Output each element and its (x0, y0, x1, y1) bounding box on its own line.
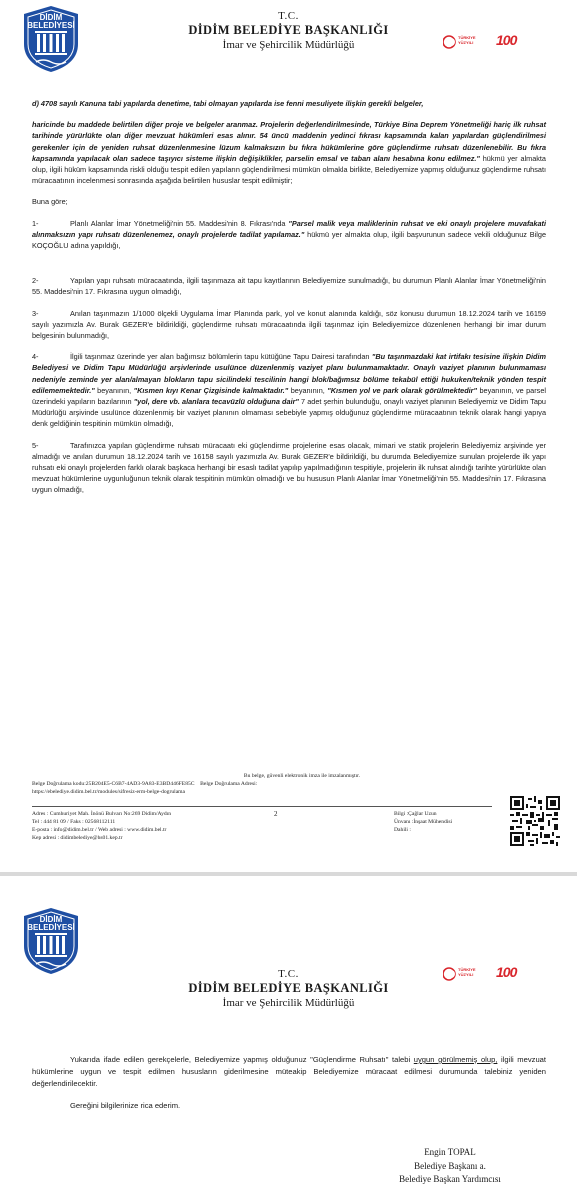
item-2 (32, 275, 546, 297)
centennial-logo-icon: 100 (496, 964, 517, 980)
footer-kep[interactable]: Kep adresi : didimbelediye@hs01.kep.tr (32, 835, 123, 841)
item-1-text-c: hükmü yer almakta olup, ilgili başvurunun sadece vekili olduğunuz Bilge KOÇOĞLU adına yapıldığı, (32, 229, 546, 251)
item-3-number: 3- (32, 308, 39, 318)
logo-text: DİDİM BELEDİYESİ (27, 13, 75, 30)
esign-note: Bu belge, güvenli elektronik imza ile imzalanmıştır. (243, 773, 361, 779)
verify-url[interactable]: https://ebelediye.didim.bel.tr/modules/sifresiz-erm-belge-dogrulama (32, 789, 186, 795)
letterhead-department: İmar ve Şehircilik Müdürlüğü (222, 997, 355, 1009)
item-4-quote-h: "yol, dere vb. alanlara tecavüzlü olduğuna dair" (133, 397, 299, 407)
findings-intro: hükmü yer almakta olup, ilgili hüküm kapsamında riskli olduğu tespit edilen yapıların güçlendirilmesi mümkün olmakla birlikte, Belediyemize yapmış olduğunuz güçlendirme ruhsatı müracaatının incelenmesi sonrasında aşağıda belirtilen hususlar tespit edilmiştir; (32, 153, 546, 186)
item-2-text: Yapılan yapı ruhsatı müracaatında, ilgili taşınmaza ait tapu kayıtlarının Belediyemize sunulmadığı, bu durumun Planlı Alanlar İmar Yönetmeliği'nin 55. Maddesi'nin 17. Fıkrasına uygun olmadığı, (32, 276, 546, 297)
info-person: Bilgi :Çağlar Uzun (394, 811, 437, 817)
d-item-text: d) 4708 sayılı Kanuna tabi yapılarda denetime, tabi olmayan yapılarda ise fenni mesuliyete ilişkin gerekli belgeler, (32, 99, 424, 108)
item-4-text-i: 7 adet şerhin bulunduğu, onaylı vaziyet planının Belediyemiz ve Didim Tapu Müdürlüğü arşivinde usulünce düzenlenmiş bir vaziyet planının olmaması sebebiyle yapmış olduğunuz güçlendirme müracaatının teknik olarak hangi yapıya denk geldiğinin tespitinin mümkün olmadığı, (32, 397, 546, 429)
item-4-number: 4- (32, 352, 39, 362)
conclusion-text-b: ilgili mevzuat hükümlerine uygun ve tespit edilmen hususların giderilmesine müteakip Belediyemize müracaat edilmesi durumunda talebiniz yeniden değerlendirilecektir. (32, 1055, 547, 1088)
item-1-quote: "Parsel malik veya maliklerinin ruhsat ve eki onaylı projelere muvafakati alınmaksızın yapı ruhsatı düzenlenemez, onaylı projelerde tadilat yapılamaz." (32, 218, 546, 239)
signer-title-2: Belediye Başkan Yardımcısı (399, 1174, 501, 1184)
letterhead-municipality: DİDİM BELEDİYE BAŞKANLIĞI (188, 981, 389, 995)
item-3-text: Anılan taşınmazın 1/1000 ölçekli Uygulama İmar Planında park, yol ve konut alanında kaldığı, söz konusu durumun 18.12.2024 tarih ve 16159 sayılı yazımızla Av. Burak GEZER'e bildirildiği, güçlendirme ruhsatı müracaatında ilgili taşınmaz için Belediyemizce düzenlenen herhangi bir imar durum belgesinin bulunmadığı, (32, 308, 546, 341)
footer-email[interactable]: E-posta : info@didim.bel.tr / Web adresi : www.didim.bel.tr (32, 827, 167, 833)
footer-divider (32, 806, 492, 807)
item-4-text-e: beyanının, (288, 385, 328, 395)
footer-phone: Tel : 444 81 09 / Faks : 02568112111 (32, 819, 116, 825)
item-1-number: 1- (32, 218, 39, 228)
item-5-number: 5- (32, 440, 39, 450)
item-2-number: 2- (32, 276, 39, 286)
page2-body (32, 1054, 546, 1122)
page1-body (32, 98, 546, 506)
item-4-quote-f: "Kısmen yol ve park olarak görülmektedir" (327, 385, 477, 395)
item-1 (32, 218, 546, 252)
conclusion-paragraph (32, 1054, 546, 1090)
verify-address-label: Belge Doğrulama Adresi: (200, 781, 258, 787)
quoted-regulation: haricinde bu maddede belirtilen diğer proje ve belgeler aranmaz. Projelerin değerlendirilmesinde, Türkiye Bina Deprem Yönetmeliği hariç ilk ruhsat tarihinde yürürlükte olan diğer mevzuat hükümleri esas alınır. 54 üncü maddenin yedinci fıkrası kapsamında kalan yapılardan güçlendirilmesi gerekenler için de yeniden ruhsat düzenlenmesine lüzum kalmaksızın bu fıkra hükümlerine göre güçlendirme ruhsatı düzenlenebilir. Bu fıkra kapsamında yapılacak olan sadece taşıyıcı sisteme ilişkin değişiklikler, parselin emsal ve taban alanı hesabına konu edilmez." (32, 120, 546, 163)
verify-line (32, 780, 512, 788)
conclusion-text-a: Yukarıda ifade edilen gerekçelerle, Belediyemize yapmış olduğunuz "Güçlendirme Ruhsatı" talebi (70, 1055, 414, 1064)
letterhead-department: İmar ve Şehircilik Müdürlüğü (222, 39, 355, 51)
item-1-text-a: Planlı Alanlar İmar Yönetmeliği'nin 55. Maddesi'nin 8. Fıkrası'nda (70, 218, 289, 228)
paragraph-d-item (32, 98, 546, 109)
closing-line: Gereğini bilgilerinize rica ederim. (70, 1101, 181, 1110)
footer-address: Adres : Cumhuriyet Mah. İnönü Bulvarı No:269 Didim/Aydın (32, 811, 172, 817)
info-extension: Dahili : (394, 827, 411, 833)
letterhead-tc: T.C. (278, 10, 299, 22)
letterhead-municipality: DİDİM BELEDİYE BAŞKANLIĞI (188, 23, 389, 37)
item-4-quote-b: "Bu taşınmazdaki kat irtifakı tesisine ilişkin Didim Belediyesi ve Didim Tapu Müdürlüğü arşivlerinde usulünce düzenlenmiş vaziyet planı bulunmamaktadır. Onaylı vaziyet planının bulunmaması nedeniyle zeminde yer alan/almayan blokların tapu sicilindeki tescilinin hangi blok/bağımsız bölüme tekabül ettiği hukuken/teknik yönden tespit edilememektedir." (32, 352, 546, 395)
signer-title-1: Belediye Başkanı a. (414, 1160, 486, 1171)
item-5 (32, 440, 546, 496)
item-4-text-a: İlgili taşınmaz üzerinde yer alan bağımsız bölümlerin tapu kütüğüne Tapu Dairesi tarafından (70, 352, 372, 362)
buna-gore: Buna göre; (32, 197, 68, 207)
turkiye-logo-text: TÜRKİYE YÜZYILI (458, 35, 476, 45)
item-4-text-g: beyanının, ve parsel üzerindeki yapıların bazılarının (32, 385, 546, 407)
info-title: Ünvanı :İnşaat Mühendisi (394, 819, 453, 825)
item-5-text: Tarafınızca yapılan güçlendirme ruhsatı müracaatı eki güçlendirme projelerine esas olacak, mimari ve statik projelerin Belediyemiz arşivinde yer almadığı ve anılan durumun 18.12.2024 tarih ve 16158 sayılı yazımızla Av. Burak GEZER'e bildirildiği, bu durumda Belediyemize sunulan projelerde ilk yapı ruhsatı eki onaylı projelerden farklı olarak başkaca herhangi bir esaslı tadilat yapılıp yapılmadığının tespitiyle, projelerin ilk ruhsat alındığı tarihte yürürlükte olan mevzuat hükümlerine uygunluğunun teknik olarak tespitinin mümkün olmadığı ve bu hususun Planlı Alanlar İmar Yönetmeliği'nin 55. Maddesi'nin 17. Fıkrasına uygun olmadığı, (32, 440, 546, 495)
page-number: 2 (274, 810, 278, 818)
item-4-quote-d: "Kısmen kıyı Kenar Çizgisinde kalmaktadır." (133, 385, 289, 395)
signer-name: Engin TOPAL (424, 1147, 476, 1157)
letterhead (0, 10, 577, 51)
letterhead-tc: T.C. (278, 968, 299, 980)
logo-text: DİDİM BELEDİYESİ (27, 915, 75, 932)
document-page-2 (0, 876, 577, 1200)
paragraph-haricinde (32, 119, 546, 186)
qr-code-icon (510, 796, 560, 846)
conclusion-rejection: uygun görülmemiş olup, (413, 1055, 498, 1064)
item-4-text-c: beyanının, (94, 385, 134, 395)
document-footer (32, 772, 512, 850)
verify-code: Belge Doğrulama kodu:25B204E5-C6B7-4AD3-9A83-E3BD446FE85C (32, 781, 195, 787)
item-4 (32, 351, 546, 429)
letterhead (0, 968, 577, 1009)
turkiye-logo-text: TÜRKİYE YÜZYILI (458, 967, 476, 977)
centennial-logo-icon: 100 (496, 32, 517, 48)
item-3 (32, 308, 546, 342)
footer-contact (32, 810, 512, 850)
signature-block (355, 1146, 545, 1187)
